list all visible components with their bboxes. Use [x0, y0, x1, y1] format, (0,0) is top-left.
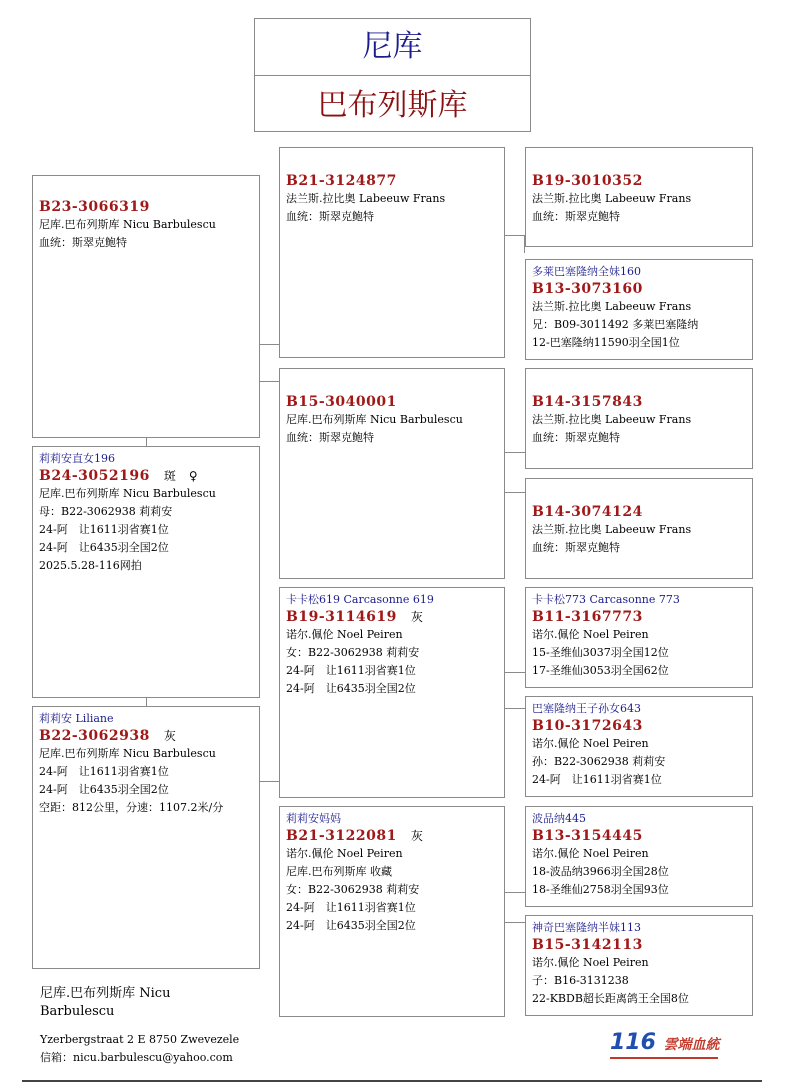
ring-number: [286, 827, 498, 845]
info-line: 24-阿 让1611羽省赛1位: [532, 773, 662, 786]
info-line: 24-阿 让1611羽省赛1位: [39, 523, 169, 536]
ring-number: B14-3157843: [532, 394, 643, 410]
info-line: 尼库.巴布列斯库 Nicu Barbulescu: [286, 413, 463, 426]
sibling-card[interactable]: [32, 446, 260, 698]
info-line: 24-阿 让1611羽省赛1位: [286, 664, 416, 677]
info-line: 血统：斯翠克鲍特: [532, 541, 620, 554]
connector: [146, 437, 147, 446]
info-line: 17-圣维仙3053羽全国62位: [532, 664, 669, 677]
connector: [504, 892, 525, 893]
info-line: 血统：斯翠克鲍特: [286, 431, 374, 444]
info-line: 法兰斯.拉比奥 Labeeuw Frans: [532, 523, 692, 536]
ring-number: B10-3172643: [532, 718, 643, 734]
sdd-card[interactable]: [525, 478, 753, 579]
dss-card[interactable]: [525, 587, 753, 688]
info-line: 血统：斯翠克鲍特: [286, 210, 374, 223]
pigeon-name: 莉莉安直女196: [39, 452, 115, 465]
info-line: 22-KBDB超长距离鸽王全国8位: [532, 992, 689, 1005]
info-line: 法兰斯.拉比奥 Labeeuw Frans: [532, 413, 692, 426]
ring-text: B24-3052196: [39, 468, 150, 484]
bottom-rule: [22, 1080, 762, 1082]
info-line: 尼库.巴布列斯库 收藏: [286, 865, 392, 878]
dds-card[interactable]: [525, 806, 753, 907]
ring-text: B22-3062938: [39, 728, 150, 744]
info-line: 诺尔.佩伦 Noel Peiren: [532, 847, 649, 860]
info-line: 血统：斯翠克鲍特: [532, 210, 620, 223]
info-line: 诺尔.佩伦 Noel Peiren: [286, 628, 403, 641]
sire-card[interactable]: [279, 368, 505, 579]
ring-number: B19-3010352: [532, 173, 643, 189]
ring-number: B11-3167773: [532, 609, 643, 625]
ring-number: B13-3154445: [532, 828, 643, 844]
ring-number: [286, 608, 498, 626]
ring-number: B15-3040001: [286, 394, 397, 410]
color-sex: 斑 ♀: [163, 469, 199, 483]
pigeon-name: 多莱巴塞隆纳全妹160: [532, 265, 641, 278]
info-line: 18-圣维仙2758羽全国93位: [532, 883, 669, 896]
info-line: 24-阿 让1611羽省赛1位: [286, 901, 416, 914]
ring-number: [39, 467, 253, 485]
info-line: 2025.5.28-116网拍: [39, 559, 142, 572]
loft-name: 巴布列斯库: [317, 88, 468, 123]
color: 灰: [410, 610, 424, 624]
info-line: 法兰斯.拉比奥 Labeeuw Frans: [286, 192, 446, 205]
pigeon-name: 莉莉安 Liliane: [39, 712, 114, 725]
info-line: 空距：812公里，分速：1107.2米/分: [39, 801, 224, 814]
ring-number: B14-3074124: [532, 504, 643, 520]
footer-contact: [40, 1031, 239, 1067]
connector: [504, 235, 525, 236]
info-line: 24-阿 让6435羽全国2位: [286, 682, 416, 695]
ssd-card[interactable]: [525, 259, 753, 360]
info-line: 24-阿 让6435羽全国2位: [286, 919, 416, 932]
logo-underline: [610, 1057, 718, 1059]
info-line: 尼库.巴布列斯库 Nicu Barbulescu: [39, 487, 216, 500]
pigeon-name: 波品纳445: [532, 812, 586, 825]
info-line: 血统：斯翠克鲍特: [532, 431, 620, 444]
dam-sire-card[interactable]: [279, 587, 505, 798]
ring-number: B15-3142113: [532, 937, 643, 953]
info-line: 诺尔.佩伦 Noel Peiren: [532, 956, 649, 969]
info-line: 血统：斯翠克鲍特: [39, 236, 127, 249]
sire-sire-card[interactable]: [279, 147, 505, 358]
connector: [259, 781, 279, 782]
connector: [504, 922, 525, 923]
pigeon-name: 莉莉安妈妈: [286, 812, 341, 825]
email: 信箱：nicu.barbulescu@yahoo.com: [40, 1051, 233, 1064]
info-line: 24-阿 让6435羽全国2位: [39, 541, 169, 554]
info-line: 尼库.巴布列斯库 Nicu Barbulescu: [39, 747, 216, 760]
connector: [504, 672, 525, 673]
sds-card[interactable]: [525, 368, 753, 469]
ring-text: B21-3122081: [286, 828, 397, 844]
sss-card[interactable]: [525, 147, 753, 247]
info-line: 12-巴塞隆纳11590羽全国1位: [532, 336, 680, 349]
logo-text: 雲端血統: [663, 1037, 720, 1053]
ddd-card[interactable]: [525, 915, 753, 1016]
info-line: 24-阿 让6435羽全国2位: [39, 783, 169, 796]
info-line: 兄：B09-3011492 多莱巴塞隆纳: [532, 318, 699, 331]
owner-line: Barbulescu: [40, 1004, 115, 1019]
ring-number: [39, 727, 253, 745]
pigeon-name: 神奇巴塞隆纳半妹113: [532, 921, 641, 934]
info-line: 法兰斯.拉比奥 Labeeuw Frans: [532, 192, 692, 205]
info-line: 诺尔.佩伦 Noel Peiren: [286, 847, 403, 860]
info-line: 18-波品纳3966羽全国28位: [532, 865, 669, 878]
info-line: 母：B22-3062938 莉莉安: [39, 505, 173, 518]
logo-number: 116: [610, 1030, 656, 1055]
connector: [504, 708, 525, 709]
connector: [259, 344, 279, 345]
info-line: 法兰斯.拉比奥 Labeeuw Frans: [532, 300, 692, 313]
title-box: [254, 18, 531, 132]
owner-name: 尼库: [255, 19, 530, 76]
dam-dam-card[interactable]: [279, 806, 505, 1017]
pigeon-name: 卡卡松773 Carcasonne 773: [532, 593, 680, 606]
info-line: 尼库.巴布列斯库 Nicu Barbulescu: [39, 218, 216, 231]
pigeon-name: 卡卡松619 Carcasonne 619: [286, 593, 434, 606]
info-line: 诺尔.佩伦 Noel Peiren: [532, 737, 649, 750]
ring-number: B21-3124877: [286, 173, 397, 189]
dam-card[interactable]: [32, 706, 260, 969]
connector: [146, 697, 147, 706]
info-line: 女：B22-3062938 莉莉安: [286, 646, 420, 659]
brand-logo: [610, 1030, 720, 1056]
footer-owner: [40, 985, 170, 1021]
pigeon-name: 巴塞隆纳王子孙女643: [532, 702, 641, 715]
color: 灰: [163, 729, 177, 743]
info-line: 诺尔.佩伦 Noel Peiren: [532, 628, 649, 641]
ring-number: B23-3066319: [39, 199, 150, 215]
info-line: 孙：B22-3062938 莉莉安: [532, 755, 666, 768]
info-line: 女：B22-3062938 莉莉安: [286, 883, 420, 896]
info-line: 子：B16-3131238: [532, 974, 629, 987]
info-line: 15-圣维仙3037羽全国12位: [532, 646, 669, 659]
address: Yzerbergstraat 2 E 8750 Zwevezele: [40, 1033, 240, 1046]
owner-line: 尼库.巴布列斯库 Nicu: [40, 986, 171, 1001]
info-line: 24-阿 让1611羽省赛1位: [39, 765, 169, 778]
connector: [504, 492, 525, 493]
connector: [504, 452, 525, 453]
ring-text: B19-3114619: [286, 609, 397, 625]
dsd-card[interactable]: [525, 696, 753, 797]
connector: [259, 381, 279, 382]
color: 灰: [410, 829, 424, 843]
ring-number: B13-3073160: [532, 281, 643, 297]
subject-card[interactable]: [32, 175, 260, 438]
